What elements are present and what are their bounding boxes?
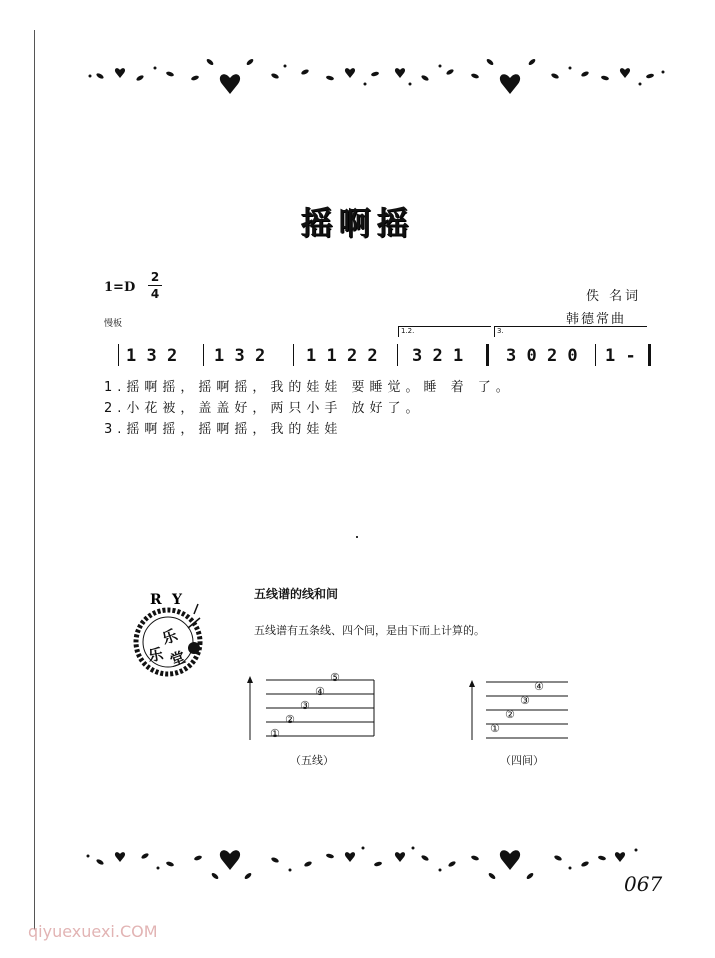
space-number-3: ③ bbox=[520, 694, 530, 707]
logo-char-3: 堂 bbox=[167, 647, 188, 670]
theory-description: 五线谱有五条线、四个间，是由下而上计算的。 bbox=[254, 624, 485, 637]
lyric-verse-3: 3.摇啊摇，摇啊摇，我的娃娃 bbox=[104, 422, 343, 437]
measure-4: 3 2 1 bbox=[412, 346, 464, 366]
barline bbox=[118, 344, 119, 366]
lyric-verse-2: 2.小花被，盖盖好，两只小手 放好了。 bbox=[104, 401, 424, 416]
lyric-verse-1: 1.摇啊摇，摇啊摇，我的娃娃 要睡觉。睡 着 了。 bbox=[104, 380, 514, 395]
tempo-marking: 慢板 bbox=[104, 319, 123, 329]
svg-text:R: R bbox=[150, 592, 162, 608]
measure-2: 1 3 2 bbox=[214, 346, 266, 366]
measure-3: 1 1 2 2 bbox=[306, 346, 378, 366]
space-number-4: ④ bbox=[534, 680, 544, 693]
arrow-up-icon bbox=[247, 676, 253, 683]
time-bottom: 4 bbox=[150, 287, 160, 301]
composer-credit: 韩德常曲 bbox=[566, 312, 627, 327]
barline bbox=[397, 344, 398, 366]
le-le-tang-logo bbox=[128, 590, 210, 680]
barline bbox=[203, 344, 204, 366]
line-number-3: ③ bbox=[300, 699, 310, 712]
page-number: 067 bbox=[624, 872, 663, 896]
line-number-1: ① bbox=[270, 727, 280, 740]
page-speck bbox=[356, 536, 358, 538]
barline bbox=[595, 344, 596, 366]
measure-1: 1 3 2 bbox=[126, 346, 178, 366]
heart-icon bbox=[500, 74, 520, 94]
line-number-4: ④ bbox=[315, 685, 325, 698]
measure-6: 1 - bbox=[605, 346, 636, 366]
svg-text:Y: Y bbox=[172, 592, 182, 608]
time-top: 2 bbox=[150, 270, 160, 284]
volta-first-ending: 1.2. bbox=[398, 326, 491, 337]
arrow-up-icon bbox=[469, 680, 475, 687]
time-signature bbox=[148, 270, 162, 301]
lines-caption: （五线） bbox=[290, 754, 334, 767]
logo-char-1: 乐 bbox=[159, 625, 180, 648]
staff-spaces-diagram bbox=[462, 676, 572, 740]
volta-second-ending: 3. bbox=[494, 326, 647, 337]
song-title: 摇啊摇 bbox=[300, 204, 415, 242]
logo-char-2: 乐 bbox=[146, 644, 165, 666]
space-number-2: ② bbox=[505, 708, 515, 721]
decorative-border-top bbox=[80, 48, 670, 98]
space-number-1: ① bbox=[490, 722, 500, 735]
key-signature: 1=D bbox=[104, 280, 136, 295]
measure-5: 3 0 2 0 bbox=[506, 346, 578, 366]
theory-section-title: 五线谱的线和间 bbox=[254, 587, 339, 601]
page-binding-edge bbox=[34, 30, 35, 930]
staff-lines-diagram bbox=[240, 672, 380, 744]
heart-icon bbox=[500, 850, 520, 870]
heart-icon bbox=[220, 74, 240, 94]
final-barline bbox=[648, 344, 651, 366]
heart-icon bbox=[220, 850, 240, 870]
decorative-border-bottom bbox=[80, 842, 670, 892]
spaces-caption: （四间） bbox=[500, 754, 544, 767]
repeat-barline bbox=[486, 344, 489, 366]
site-watermark: qiyuexuexi.COM bbox=[28, 922, 158, 941]
line-number-5: ⑤ bbox=[330, 671, 340, 684]
line-number-2: ② bbox=[285, 713, 295, 726]
barline bbox=[293, 344, 294, 366]
lyricist-credit: 佚 名词 bbox=[586, 289, 642, 304]
